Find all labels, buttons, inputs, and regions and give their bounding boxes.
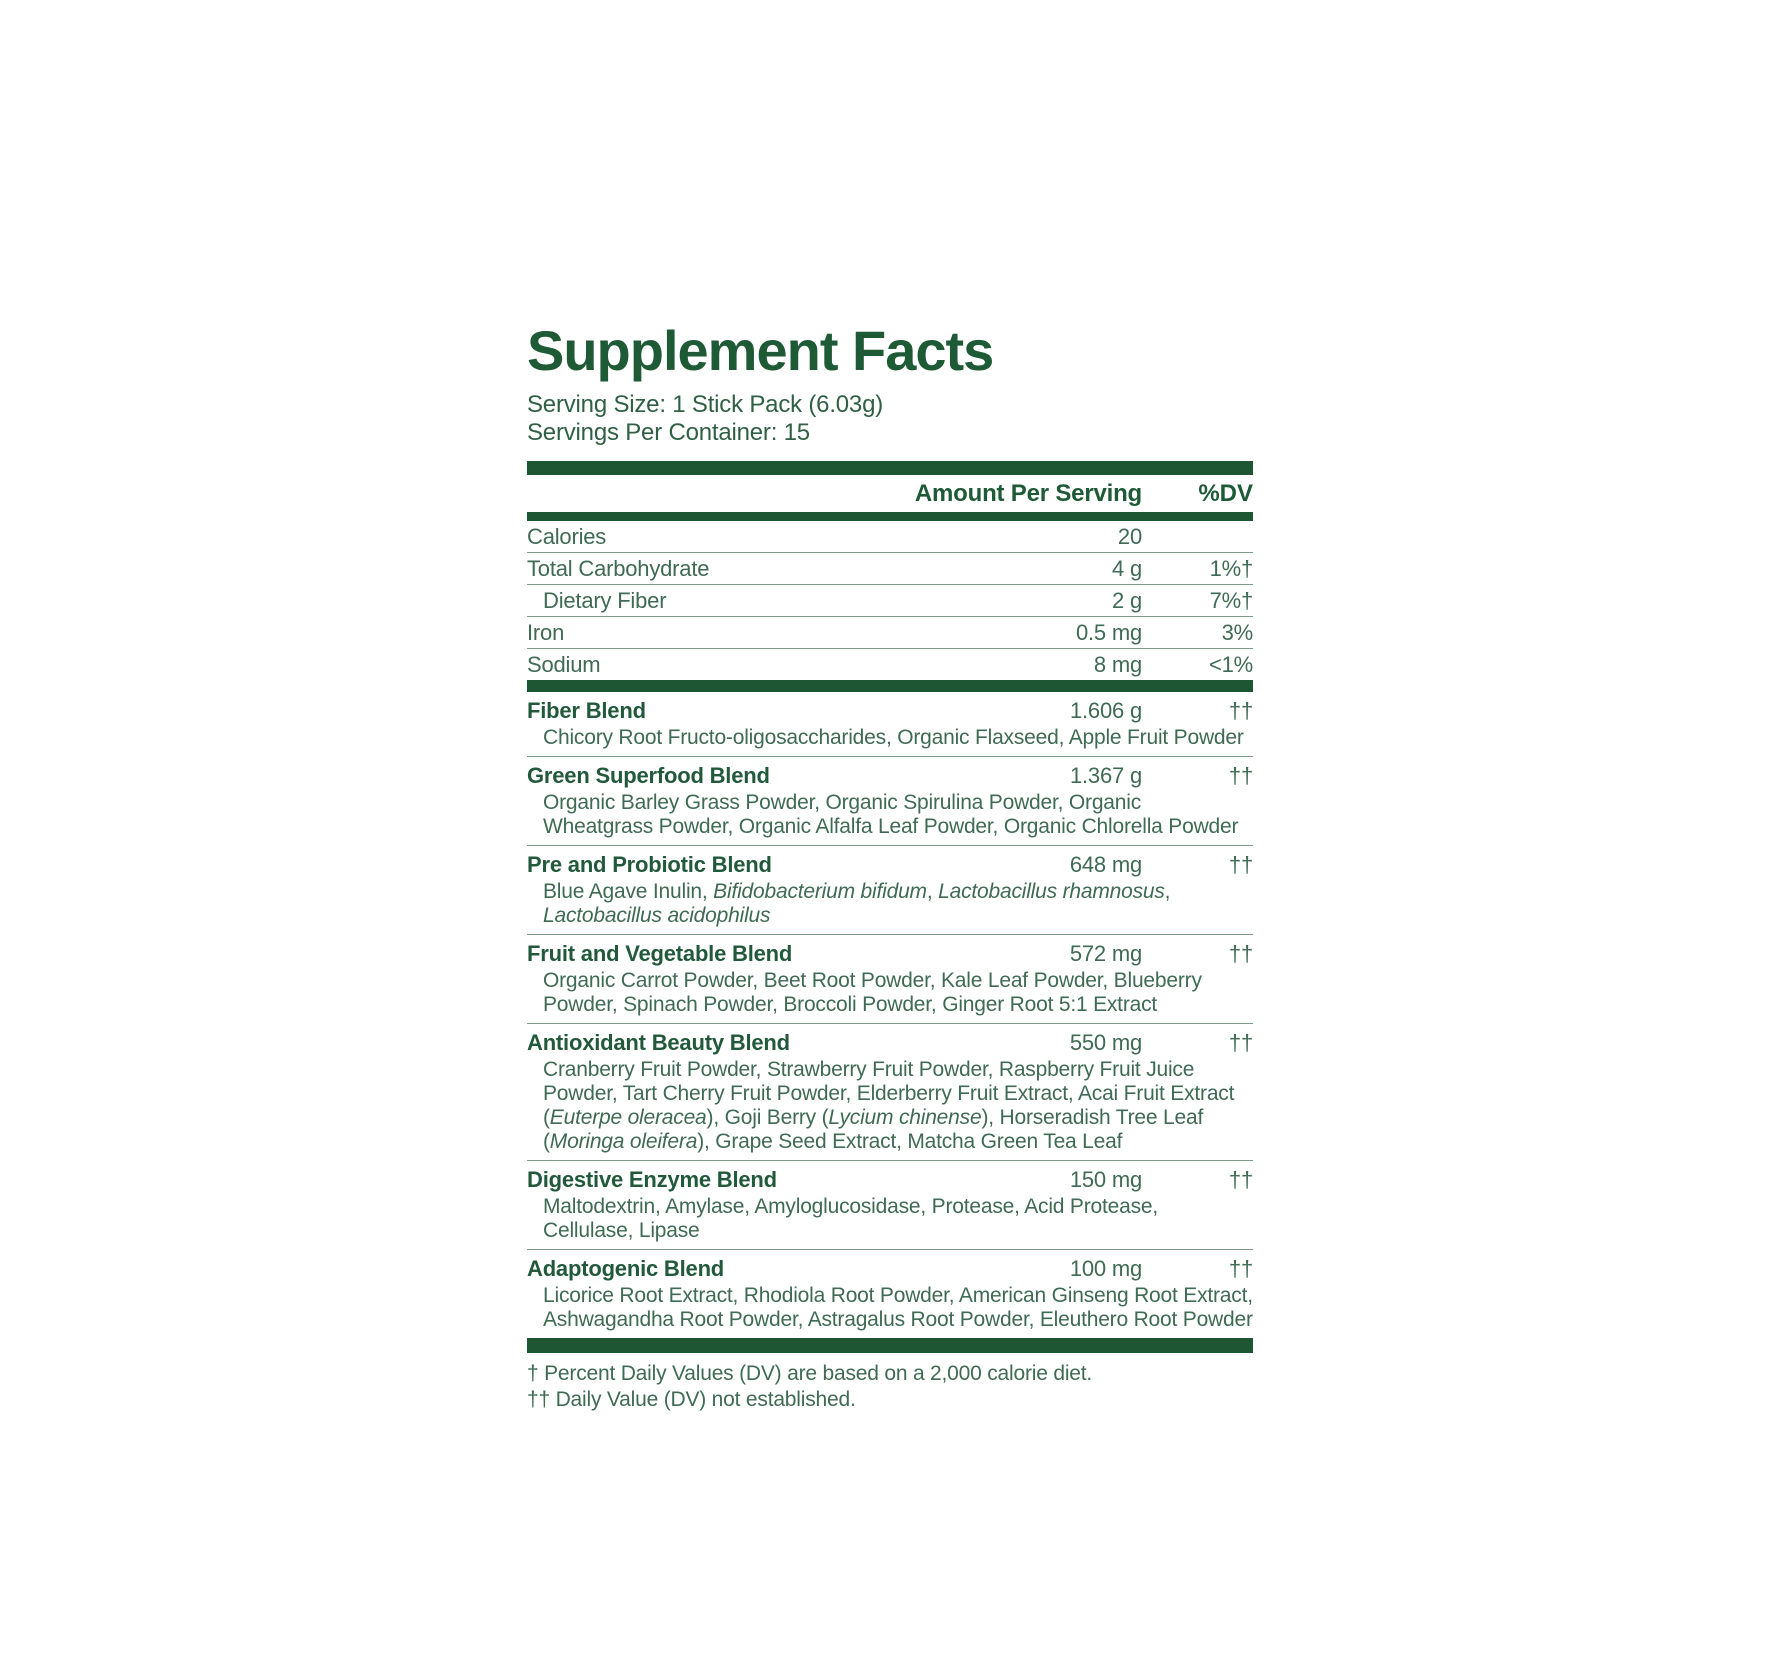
- nutrient-name: Total Carbohydrate: [527, 555, 710, 581]
- blend-ingredients: Chicory Root Fructo-oligosaccharides, Organic Flaxseed, Apple Fruit Powder: [543, 725, 1244, 749]
- nutrient-name: Dietary Fiber: [543, 587, 667, 613]
- blend-dv: ††: [1228, 940, 1253, 966]
- nutrient-dv: 1%†: [1209, 555, 1253, 581]
- blend-dv: ††: [1228, 762, 1253, 788]
- thick-divider-mid: [527, 680, 1253, 692]
- blend-header: [527, 1254, 1253, 1283]
- table-row: [527, 584, 1253, 616]
- blend-section: [527, 756, 1253, 845]
- nutrient-name: Iron: [527, 619, 565, 645]
- blend-section: [527, 1160, 1253, 1249]
- amount-per-serving-header: Amount Per Serving: [914, 479, 1142, 507]
- blend-section: [527, 1023, 1253, 1160]
- blend-name: Digestive Enzyme Blend: [527, 1166, 777, 1192]
- nutrient-name: Sodium: [527, 651, 601, 677]
- table-row: [527, 552, 1253, 584]
- thick-divider-top: [527, 461, 1253, 475]
- blend-section: [527, 845, 1253, 934]
- blend-dv: ††: [1228, 851, 1253, 877]
- nutrient-name: Calories: [527, 523, 607, 549]
- blend-header: [527, 939, 1253, 968]
- blend-dv: ††: [1228, 697, 1253, 723]
- blend-dv: ††: [1228, 1255, 1253, 1281]
- blend-ingredients: Maltodextrin, Amylase, Amyloglucosidase, Protease, Acid Protease, Cellulase, Lipase: [543, 1194, 1158, 1242]
- blend-name: Pre and Probiotic Blend: [527, 851, 772, 877]
- table-row: [527, 616, 1253, 648]
- blend-header: [527, 696, 1253, 725]
- blend-name: Green Superfood Blend: [527, 762, 770, 788]
- supplement-facts-label: [527, 319, 1253, 1413]
- blend-ingredients: Blue Agave Inulin, Bifidobacterium bifidum, Lactobacillus rhamnosus, Lactobacillus acidophilus: [543, 879, 1171, 927]
- blend-amount: 1.606 g: [1069, 697, 1142, 723]
- table-row: [527, 648, 1253, 680]
- blend-amount: 550 mg: [1069, 1029, 1142, 1055]
- footnote-dv-not-established: †† Daily Value (DV) not established.: [527, 1387, 856, 1411]
- nutrient-amount: 8 mg: [1093, 651, 1142, 677]
- thick-divider-bottom: [527, 1338, 1253, 1353]
- blend-dv: ††: [1228, 1166, 1253, 1192]
- footnote-dv-basis: † Percent Daily Values (DV) are based on a 2,000 calorie diet.: [527, 1361, 1093, 1385]
- blend-ingredients: Cranberry Fruit Powder, Strawberry Fruit Powder, Raspberry Fruit Juice Powder, Tart Cherry Fruit Powder, Elderberry Fruit Extract, Acai Fruit Extract (Euterpe oleracea), Goji Berry (Lycium chinense), Horseradish Tree Leaf (Moringa oleifera), Grape Seed Extract, Matcha Green Tea Leaf: [543, 1057, 1235, 1153]
- nutrient-dv: <1%: [1208, 651, 1253, 677]
- nutrient-amount: 0.5 mg: [1075, 619, 1142, 645]
- footnotes: [527, 1361, 1253, 1413]
- blend-header: [527, 1028, 1253, 1057]
- blend-section: [527, 934, 1253, 1023]
- blend-section: [527, 692, 1253, 756]
- table-header-row: [527, 475, 1253, 512]
- servings-per-container: Servings Per Container: 15: [527, 418, 810, 446]
- blend-amount: 572 mg: [1069, 940, 1142, 966]
- percent-dv-header: %DV: [1198, 479, 1253, 507]
- label-title: Supplement Facts: [527, 319, 994, 382]
- blend-name: Adaptogenic Blend: [527, 1255, 725, 1281]
- blend-amount: 1.367 g: [1069, 762, 1142, 788]
- nutrient-amount: 20: [1117, 523, 1142, 549]
- blend-amount: 150 mg: [1069, 1166, 1142, 1192]
- blend-name: Fruit and Vegetable Blend: [527, 940, 793, 966]
- nutrient-amount: 2 g: [1112, 587, 1142, 613]
- blend-name: Antioxidant Beauty Blend: [527, 1029, 790, 1055]
- nutrient-rows: [527, 521, 1253, 680]
- blend-name: Fiber Blend: [527, 697, 646, 723]
- nutrient-dv: 7%†: [1209, 587, 1253, 613]
- nutrient-amount: 4 g: [1112, 555, 1142, 581]
- blend-ingredients: Organic Carrot Powder, Beet Root Powder, Kale Leaf Powder, Blueberry Powder, Spinach Powder, Broccoli Powder, Ginger Root 5:1 Extract: [543, 968, 1202, 1016]
- blend-header: [527, 1165, 1253, 1194]
- blend-dv: ††: [1228, 1029, 1253, 1055]
- blend-amount: 648 mg: [1069, 851, 1142, 877]
- blend-section: [527, 1249, 1253, 1338]
- serving-size: Serving Size: 1 Stick Pack (6.03g): [527, 390, 884, 418]
- table-row: [527, 521, 1253, 552]
- thick-divider-under-header: [527, 512, 1253, 521]
- blend-ingredients: Organic Barley Grass Powder, Organic Spirulina Powder, Organic Wheatgrass Powder, Organic Alfalfa Leaf Powder, Organic Chlorella Powder: [543, 790, 1239, 838]
- blend-sections: [527, 692, 1253, 1338]
- blend-header: [527, 850, 1253, 879]
- blend-ingredients: Licorice Root Extract, Rhodiola Root Powder, American Ginseng Root Extract, Ashwagandha Root Powder, Astragalus Root Powder, Eleuthero Root Powder: [543, 1283, 1253, 1331]
- nutrient-dv: 3%: [1221, 619, 1253, 645]
- blend-header: [527, 761, 1253, 790]
- blend-amount: 100 mg: [1069, 1255, 1142, 1281]
